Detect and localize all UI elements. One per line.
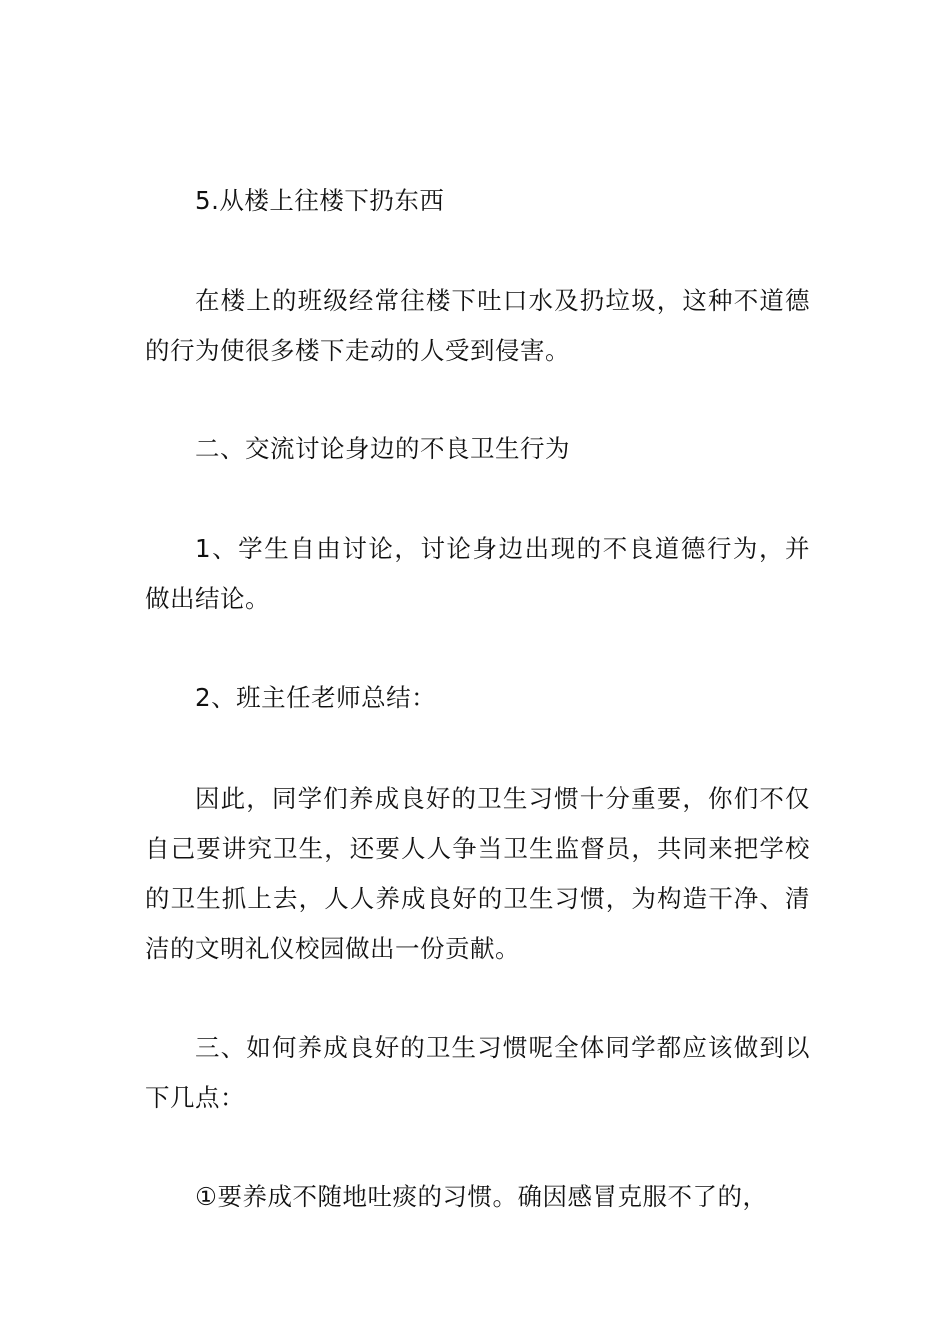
paragraph-teacher-summary-heading: 2、班主任老师总结：: [195, 683, 437, 712]
paragraph-teacher-summary: 因此，同学们养成良好的卫生习惯十分重要，你们不仅自己要讲究卫生，还要人人争当卫生监督员，共同来把学校的卫生抓上去，人人养成良好的卫生习惯，为构造干净、清洁的文明礼仪校园做出一份贡献。: [145, 784, 810, 963]
section-heading-discussion: 二、交流讨论身边的不良卫生行为: [195, 434, 570, 463]
section-heading-throwing-items: 5.从楼上往楼下扔东西: [195, 186, 445, 215]
paragraph-student-discussion: 1、学生自由讨论，讨论身边出现的不良道德行为，并做出结论。: [145, 534, 810, 613]
paragraph-habit-point-1: ①要养成不随地吐痰的习惯。确因感冒克服不了的，: [195, 1182, 768, 1211]
paragraph-throwing-description: 在楼上的班级经常往楼下吐口水及扔垃圾，这种不道德的行为使很多楼下走动的人受到侵害。: [145, 286, 810, 365]
section-heading-how-to-build-habits: 三、如何养成良好的卫生习惯呢全体同学都应该做到以下几点：: [145, 1033, 810, 1112]
